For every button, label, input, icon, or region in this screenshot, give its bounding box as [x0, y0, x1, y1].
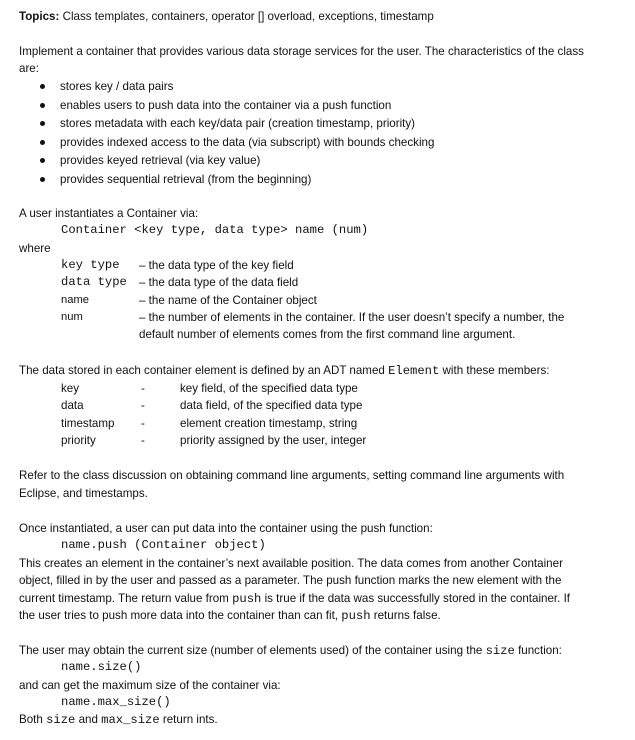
- max-size-code-inline: max_size: [101, 713, 160, 727]
- param-desc: – the data type of the key field: [139, 259, 294, 272]
- push-para-line-4: the user tries to push more data into the container than can fit, push returns false.: [19, 609, 441, 623]
- param-desc: – the data type of the data field: [139, 276, 299, 289]
- max-size-lead: and can get the maximum size of the container via:: [19, 679, 281, 692]
- size-code-inline: size: [46, 713, 76, 727]
- param-name: key type: [61, 258, 120, 272]
- push-para-line-3: current timestamp. The return value from push is true if the data was successfully stored in the container. If: [19, 592, 571, 606]
- size-lead: The user may obtain the current size (number of elements used) of the container using the size function:: [19, 644, 562, 658]
- intro-line-2: are:: [19, 62, 39, 75]
- bullet-icon: [40, 121, 45, 126]
- member-name: key: [61, 382, 80, 395]
- param-name: name: [61, 294, 89, 306]
- bullet-icon: [40, 84, 45, 89]
- param-desc-continued: default number of elements comes from the first command line argument.: [139, 328, 516, 341]
- push-code: name.push (Container object): [61, 538, 266, 552]
- size-code: name.size(): [61, 660, 142, 674]
- topics-label: Topics:: [19, 10, 60, 23]
- list-item: provides sequential retrieval (from the beginning): [40, 171, 434, 190]
- param-desc: – the number of elements in the container. If the user doesn’t specify a number, the: [139, 311, 565, 324]
- member-desc: key field, of the specified data type: [180, 382, 358, 395]
- member-name: data: [61, 399, 84, 412]
- characteristics-list: [40, 78, 434, 189]
- member-name: timestamp: [61, 417, 115, 430]
- push-lead: Once instantiated, a user can put data into the container using the push function:: [19, 522, 433, 535]
- member-desc: priority assigned by the user, integer: [180, 434, 367, 447]
- member-name: priority: [61, 434, 96, 447]
- topics-text: Class templates, containers, operator [] overload, exceptions, timestamp: [59, 10, 434, 23]
- list-item: provides keyed retrieval (via key value): [40, 152, 434, 171]
- max-size-code: name.max_size(): [61, 695, 171, 709]
- param-desc: – the name of the Container object: [139, 294, 317, 307]
- member-dash: -: [141, 399, 145, 412]
- size-code-inline: size: [485, 644, 515, 658]
- param-name: data type: [61, 275, 127, 289]
- bullet-icon: [40, 158, 45, 163]
- return-types-line: Both size and max_size return ints.: [19, 713, 218, 727]
- where-label: where: [19, 242, 51, 255]
- push-para-line-2: object, filled in by the user and passed as a parameter. The push function marks the new element with the: [19, 574, 562, 587]
- member-desc: element creation timestamp, string: [180, 417, 358, 430]
- intro-paragraph: [19, 43, 623, 77]
- member-dash: -: [141, 382, 145, 395]
- element-lead: The data stored in each container element is defined by an ADT named Element with these members:: [19, 364, 550, 378]
- instantiate-code: Container <key type, data type> name (num): [61, 223, 369, 237]
- list-item: enables users to push data into the container via a push function: [40, 97, 434, 116]
- intro-line-1: Implement a container that provides various data storage services for the user. The characteristics of the class: [19, 45, 584, 58]
- member-dash: -: [141, 434, 145, 447]
- param-name: num: [61, 311, 83, 323]
- member-desc: data field, of the specified data type: [180, 399, 363, 412]
- refer-line-2: Eclipse, and timestamps.: [19, 487, 148, 500]
- push-code-inline: push: [232, 592, 262, 606]
- list-item: stores key / data pairs: [40, 78, 434, 97]
- instantiate-lead: A user instantiates a Container via:: [19, 207, 199, 220]
- list-item: provides indexed access to the data (via subscript) with bounds checking: [40, 134, 434, 153]
- member-dash: -: [141, 417, 145, 430]
- topics-line: [19, 8, 623, 25]
- push-para-line-1: This creates an element in the container’s next available position. The data comes from another Container: [19, 557, 563, 570]
- bullet-icon: [40, 103, 45, 108]
- list-item: stores metadata with each key/data pair (creation timestamp, priority): [40, 115, 434, 134]
- push-code-inline: push: [341, 609, 371, 623]
- refer-line-1: Refer to the class discussion on obtaining command line arguments, setting command line arguments with: [19, 469, 565, 482]
- element-adt-name: Element: [388, 364, 440, 378]
- bullet-icon: [40, 140, 45, 145]
- bullet-icon: [40, 177, 45, 182]
